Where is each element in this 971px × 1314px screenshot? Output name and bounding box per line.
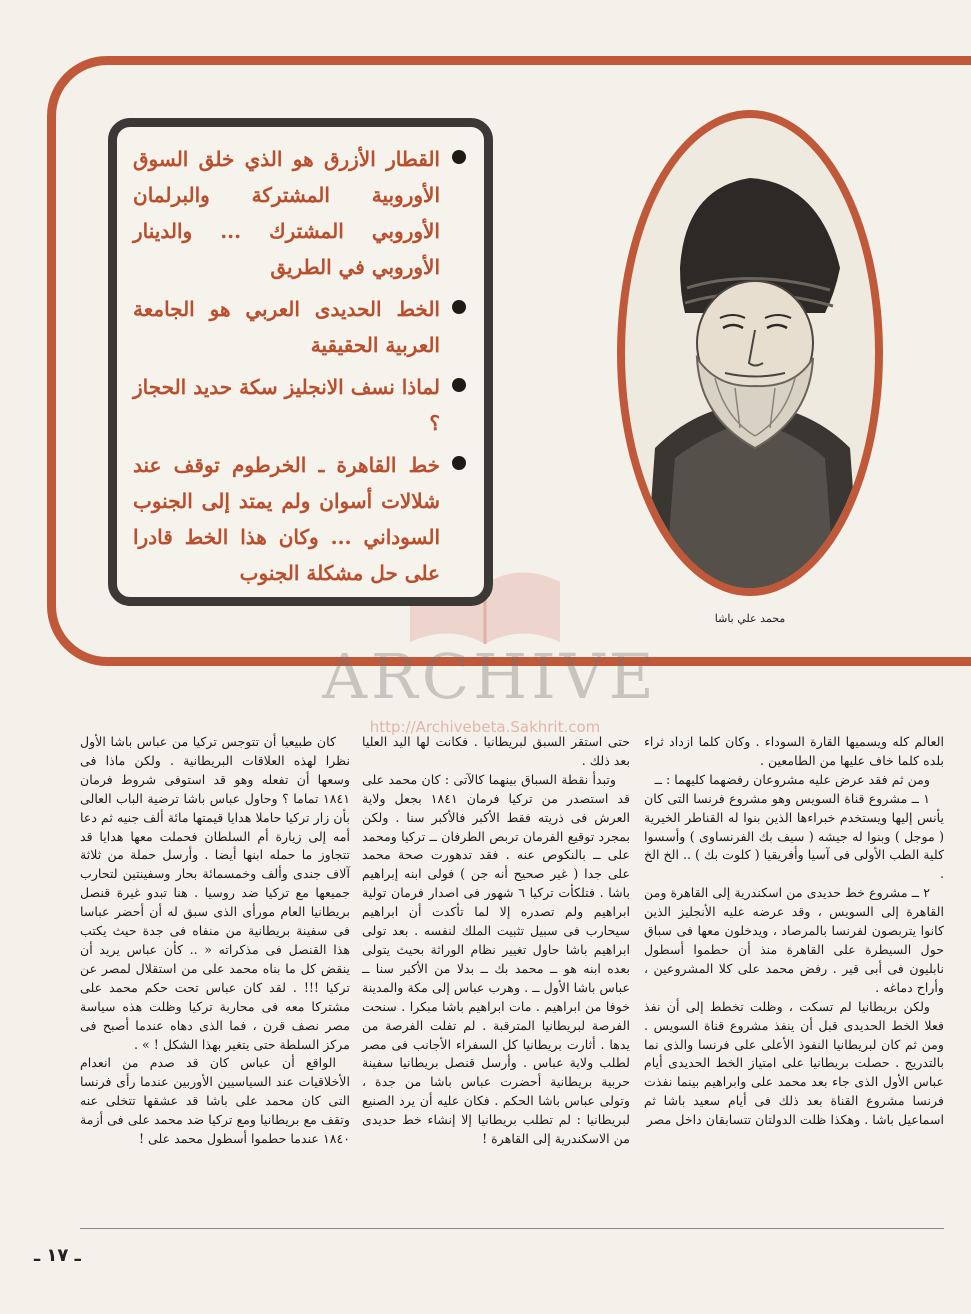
bullet-dot-icon xyxy=(452,378,466,392)
paragraph: ولكن بريطانيا لم تسكت ، وظلت تخطط إلى أن نفذ فعلا الخط الحديدى قبل أن ينفذ مشروع قناة السويس . ومن ثم كان لبريطانيا النفوذ الأعلى على فرنسا والذى نما بالتدريج . حصلت بريطانيا على امتياز الخط الحديدى أيام عباس الأول الذى جاء بعد محمد على وابراهيم بينما نفذت فرنسا مشروع القناة بعد ذلك فى أيام سعيد باشا ثم اسماعيل باشا . وهكذا ظلت الدولتان تتسابقان داخل مصر xyxy=(644,998,944,1128)
article-column-middle xyxy=(362,733,630,1149)
highlights-box xyxy=(108,118,493,606)
paragraph: الواقع أن عباس كان قد صدم من انعدام الأخلاقيات عند السياسيين الأوربين عندما رأى فرنسا التى كان محمد على باشا قد عشقها تتخلى عنه وتقف مع بريطانيا ومع تركيا ضد محمد على فى أزمة ١٨٤٠ عندما حطموا أسطول محمد على ! xyxy=(80,1055,350,1147)
highlight-item: لماذا نسف الانجليز سكة حديد الحجاز ؟ xyxy=(133,369,466,441)
bullet-dot-icon xyxy=(452,456,466,470)
article-column-left xyxy=(80,733,350,1149)
highlight-item: خط القاهرة ـ الخرطوم توقف عند شلالات أسوان ولم يمتد إلى الجنوب السوداني ... وكان هذا الخط قادرا على حل مشكلة الجنوب xyxy=(133,447,466,591)
footer-rule xyxy=(80,1228,944,1229)
bullet-dot-icon xyxy=(452,150,466,164)
paragraph: وتبدأ نقطة السباق بينهما كالآتى : كان محمد على قد استصدر من تركيا فرمان ١٨٤١ بجعل ولاية العرش فى ذريته فقط الأكبر فالأكبر سنا . ولكن بمجرد توقيع الفرمان تربص الطرفان ــ تركيا ومحمد على ــ بالنكوص عنه . فقد تدهورت صحة محمد على جدا ( غير صحيح أنه جن ) فولى ابنه إبراهيم باشا . فتلكأت تركيا ٦ شهور فى اصدار فرمان تولية ابراهيم ولم تصدره إلا لما تأكدت أن ابراهيم سيحارب فى سبيل تثبيت الملك لنفسه . بعد تولى ابراهيم باشا حاول تغيير نظام الوراثة بحيث يتولى بعده ابنه هو ــ محمد بك ــ بدلا من الأكبر سنا ــ عباس باشا الأول ــ . وهرب عباس إلى مكة والمدينة خوفا من ابراهيم . مات ابراهيم باشا مبكرا . سنحت الفرصة لبريطانيا المترقبة . لم تفلت الفرصة من يدها . أثارت بريطانيا كل السفراء الأجانب فى مصر لطلب ولاية عباس . وأرسل قنصل بريطانيا سفينة حربية بريطانية أحضرت عباس باشا من جدة ، وتولى عباس باشا الحكم . فكان عليه أن يرد الصنيع لبريطانيا : لم تطلب بريطانيا إلا إنشاء خط حديدى من الاسكندرية إلى القاهرة ! xyxy=(362,771,630,1147)
highlight-item: الخط الحديدى العربي هو الجامعة العربية الحقيقية xyxy=(133,291,466,363)
page-number: ـ ١٧ ـ xyxy=(34,1245,81,1266)
portrait-oval xyxy=(617,110,883,596)
paragraph: حتى استقر السبق لبريطانيا . فكانت لها اليد العليا بعد ذلك . xyxy=(362,734,630,768)
paragraph: ومن ثم فقد عرض عليه مشروعان رفضهما كليهما : ــ xyxy=(654,771,930,787)
article-column-right xyxy=(644,733,944,1130)
paragraph: كان طبيعيا أن تتوجس تركيا من عباس باشا الأول نظرا لهذه العلاقات البريطانية . ولكن ماذا فى وسعها أن تفعله وهو قد استوفى شروط فرمان ١٨٤١ تماما ؟ وحاول عباس باشا ترضية الباب العالى بأن زار تركيا حاملا هدايا قيمتها مائة ألف جنيه ثم دعا أمه إلى زيارة أم السلطان فحملت معها هدايا قد تتجاوز ما حمله ابنها أيضا . وأرسل حملة من ثلاثة آلاف جندى وألف وخمسمائة بحار وسفينتين لتحارب جميعها مع تركيا ضد روسيا . هنا تبدو غيرة قنصل بريطانيا العام مورأى الذى سبق له أن أحضر عباسا فى سفينة بريطانية من منفاه فى جدة حيث يكتب هذا القنصل فى مذكراته « .. كأن عباس يريد أن ينقض كل ما بناه محمد على من استقلال لمصر عن تركيا !!! . لقد كان عباس تحت حكم محمد على مشتركا معه فى محاربة تركيا وظلت هذه سياسة مصر نصف قرن ، فما الذى دهاه عندما أصبح فى مركز السلطة حتى يتغير بهذا الشكل ! » . xyxy=(80,734,350,1052)
watermark-url: http://Archivebeta.Sakhrit.com xyxy=(369,718,601,736)
paragraph: العالم كله ويسميها القارة السوداء . وكان كلما ازداد ثراء بلده كلما خاف عليها من الطامعين . xyxy=(644,734,944,768)
portrait-engraving-icon xyxy=(625,118,875,588)
paragraph: ٢ ــ مشروع خط حديدى من اسكندرية إلى القاهرة ومن القاهرة إلى السويس ، وقد عرضه عليه الأنجليز الذين كانوا يتربصون لفرنسا بالمرصاد ، ويدخلون معها فى سباق حول السيطرة على القاهرة منذ أن حطموا أسطول نابليون فى أبى قير . رفض محمد على كلا المشروعين ، وأراح دماغه . xyxy=(644,885,944,995)
portrait-caption: محمد علي باشا xyxy=(714,612,786,625)
bullet-dot-icon xyxy=(452,300,466,314)
highlight-item: القطار الأزرق هو الذي خلق السوق الأوروبية المشتركة والبرلمان الأوروبي المشترك ... والدينار الأوروبي في الطريق xyxy=(133,141,466,285)
paragraph: ١ ــ مشروع قناة السويس وهو مشروع فرنسا التى كان يأنس إليها ويستخدم خبراءها الذين بنوا له القناطر الخيرية ( موجل ) وبنوا له جيشه ( سيف بك الفرنساوى ) وأسسوا كلية الطب الأولى فى آسيا وأفريقيا ( كلوت بك ) .. الخ الخ . xyxy=(644,790,944,882)
watermark-text: ARCHIVE xyxy=(322,640,658,713)
